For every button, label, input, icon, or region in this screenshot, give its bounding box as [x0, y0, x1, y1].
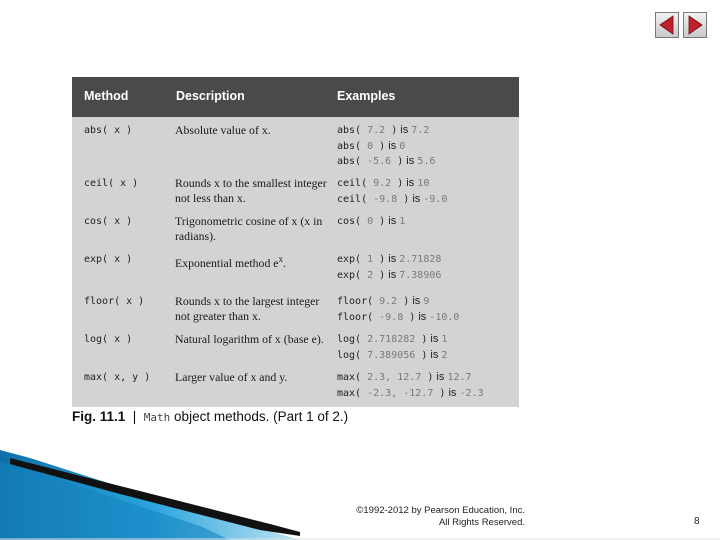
copyright-notice: [300, 505, 525, 529]
table-header: [72, 77, 519, 117]
copyright-line-1: ©1992-2012 by Pearson Education, Inc.: [356, 505, 525, 516]
method-description: Absolute value of x.: [175, 123, 271, 137]
example-line: floor( -9.8 ) is -10.0: [337, 310, 460, 323]
examples: [337, 176, 447, 207]
math-methods-table: [72, 77, 519, 407]
method-description: Larger value of x and y.: [175, 370, 288, 384]
header-description: Description: [176, 89, 245, 103]
examples: [337, 332, 447, 363]
examples: [337, 370, 484, 401]
method-name: max( x, y ): [84, 372, 151, 383]
examples: [337, 252, 441, 283]
method-name: abs( x ): [84, 125, 133, 136]
next-slide-button[interactable]: [683, 12, 707, 38]
example-line: abs( 0 ) is 0: [337, 139, 406, 152]
example-line: log( 7.389056 ) is 2: [337, 348, 448, 361]
header-examples: Examples: [337, 89, 396, 103]
example-line: ceil( 9.2 ) is 10: [337, 177, 430, 189]
method-name: exp( x ): [84, 254, 133, 265]
method-description: Exponential method $e^x$.: [175, 254, 286, 270]
header-method: Method: [84, 89, 129, 103]
example-line: exp( 2 ) is 7.38906: [337, 268, 442, 281]
method-name: ceil( x ): [84, 178, 139, 189]
method-name: floor( x ): [84, 296, 145, 307]
method-description: Natural logarithm of x (base e).: [175, 332, 324, 346]
triangle-right-icon: [684, 13, 706, 37]
example-line: ceil( -9.8 ) is -9.0: [337, 192, 448, 205]
method-description: Rounds x to the smallest integer not less than x.: [175, 176, 327, 205]
method-name: log( x ): [84, 334, 133, 345]
example-line: abs( 7.2 ) is 7.2: [337, 124, 430, 136]
method-description: Trigonometric cosine of x (x in radians).: [175, 214, 323, 243]
example-line: cos( 0 ) is 1: [337, 215, 406, 227]
caption-separator: |: [125, 409, 144, 424]
example-line: log( 2.718282 ) is 1: [337, 333, 448, 345]
figure-number: Fig. 11.1: [72, 409, 126, 424]
figure-caption: [72, 409, 348, 424]
swoosh-shade: [0, 462, 230, 540]
previous-slide-button[interactable]: [655, 12, 679, 38]
page-number: 8: [694, 516, 700, 527]
copyright-line-2: All Rights Reserved.: [438, 517, 525, 528]
triangle-left-icon: [656, 13, 678, 37]
examples: [337, 214, 405, 230]
method-description: Rounds x to the largest integer not greater than x.: [175, 294, 320, 323]
example-line: max( 2.3, 12.7 ) is 12.7: [337, 371, 472, 383]
caption-text: object methods. (Part 1 of 2.): [170, 409, 349, 424]
method-name: cos( x ): [84, 216, 133, 227]
example-line: max( -2.3, -12.7 ) is -2.3: [337, 386, 484, 399]
example-line: floor( 9.2 ) is 9: [337, 295, 430, 307]
caption-code: Math: [143, 411, 171, 424]
example-line: abs( -5.6 ) is 5.6: [337, 155, 436, 167]
examples: [337, 294, 459, 325]
example-line: exp( 1 ) is 2.71828: [337, 253, 442, 265]
examples: [337, 123, 435, 170]
